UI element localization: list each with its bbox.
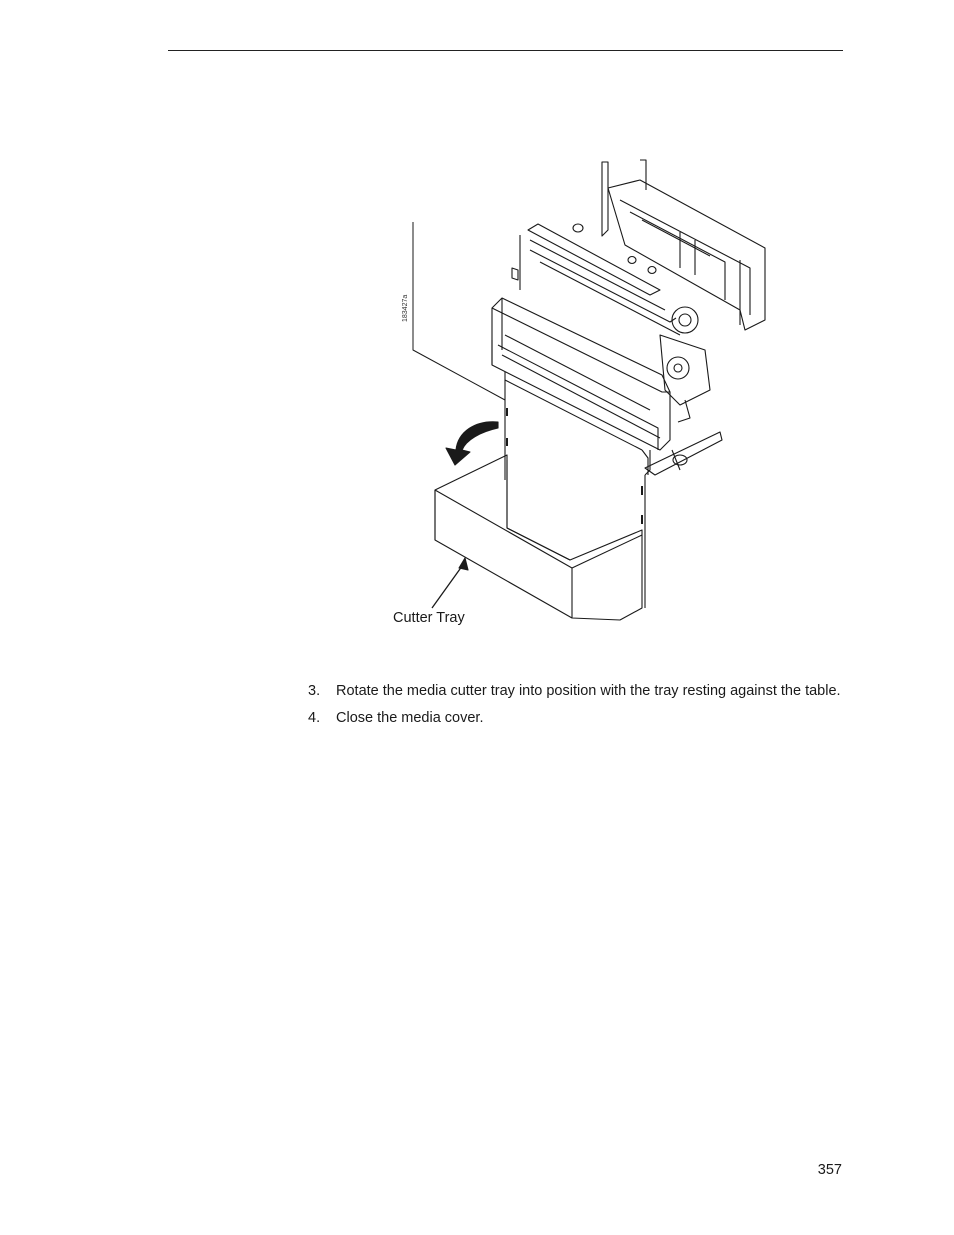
step-4 — [308, 709, 844, 727]
procedure-steps — [308, 682, 844, 736]
back-frame-post — [602, 162, 608, 236]
step-number: 4. — [308, 710, 321, 726]
callout-label-cutter-tray: Cutter Tray — [393, 610, 465, 626]
printer-cutter-drawing — [380, 150, 780, 640]
page-number: 357 — [817, 1162, 842, 1178]
rotate-arrow-icon — [446, 422, 498, 465]
step-text: Rotate the media cutter tray into position with the tray resting against the table. — [336, 683, 841, 699]
step-text: Close the media cover. — [336, 710, 484, 726]
cutter-tray — [435, 455, 642, 620]
base-bracket — [645, 432, 722, 475]
cutter-tray-illustration — [380, 150, 780, 640]
lower-gear — [667, 357, 689, 379]
callout-arrowhead-icon — [459, 558, 468, 570]
step-number: 3. — [308, 683, 321, 699]
header-rule — [168, 50, 843, 51]
figure-id: 183427a — [402, 294, 409, 322]
step-3 — [308, 682, 844, 700]
callout-leader — [432, 562, 465, 608]
drive-gear — [672, 307, 698, 333]
figure-frame-rule — [413, 222, 505, 400]
